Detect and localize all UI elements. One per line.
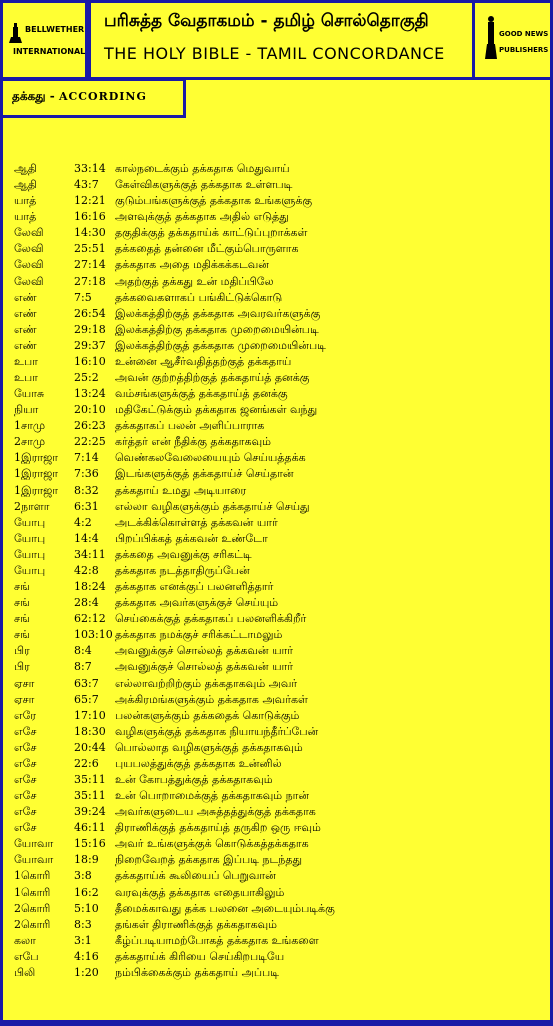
book-abbrev: சங்: [14, 628, 30, 642]
book-abbrev: எசே: [14, 805, 37, 819]
verse-text: திராணிக்குத் தக்கதாய்த் தருகிற ஒரு ஈவும்: [115, 821, 321, 835]
verse-text: தக்கதாக நமக்குச் சரிக்கட்டாமலும்: [115, 628, 283, 642]
verse-ref: 1:20: [74, 965, 99, 979]
verse-ref: 5:10: [74, 901, 99, 915]
concordance-entry: [14, 499, 534, 515]
verse-text: பொல்லாத வழிகளுக்குத் தக்கதாகவும்: [115, 740, 303, 754]
concordance-entry: [14, 161, 534, 177]
verse-text: கீழ்ப்படியாமற்போகத் தக்கதாக உங்களை: [115, 933, 319, 947]
book-abbrev: எசே: [14, 756, 37, 770]
verse-ref: 25:2: [74, 371, 99, 385]
concordance-entry: [14, 724, 534, 740]
verse-text: தக்கதாய்க் கிரியை செய்கிறபடியே: [115, 949, 285, 963]
verse-text: தக்கதாக அவர்களுக்குச் செய்யும்: [115, 596, 279, 610]
title-english: THE HOLY BIBLE - TAMIL CONCORDANCE: [104, 44, 445, 63]
book-abbrev: உபா: [14, 371, 38, 385]
book-abbrev: யோபு: [14, 547, 46, 561]
verse-text: கேள்விகளுக்குத் தக்கதாக உள்ளபடி: [115, 178, 293, 192]
concordance-entry: [14, 531, 534, 547]
verse-ref: 18:30: [74, 724, 106, 738]
verse-text: இலக்கத்திற்கு தக்கதாக முறைமையின்படி: [115, 322, 319, 336]
concordance-list: [14, 161, 534, 981]
verse-text: கால்நடைக்கும் தக்கதாக மெதுவாய்: [115, 162, 290, 175]
book-abbrev: யாத்: [14, 210, 37, 224]
book-abbrev: 2சாமு: [14, 435, 46, 449]
book-abbrev: ஆதி: [14, 162, 37, 175]
concordance-entry: [14, 692, 534, 708]
verse-ref: 35:11: [74, 772, 106, 786]
verse-text: அவனுக்குச் சொல்லத் தக்கவன் யார்: [115, 660, 294, 674]
concordance-entry: [14, 836, 534, 852]
concordance-entry: [14, 949, 534, 965]
concordance-entry: [14, 708, 534, 724]
concordance-entry: [14, 434, 534, 450]
book-abbrev: எண்: [14, 322, 37, 336]
concordance-entry: [14, 290, 534, 306]
book-abbrev: லேவி: [14, 274, 44, 288]
verse-ref: 33:14: [74, 162, 106, 175]
verse-text: தக்கதாக அதை மதிக்கக்கடவன்: [115, 258, 269, 272]
verse-text: அதற்குத் தக்கது உன் மதிப்பிலே: [115, 274, 274, 288]
book-abbrev: லேவி: [14, 242, 44, 256]
concordance-entry: [14, 820, 534, 836]
verse-ref: 42:8: [74, 563, 99, 577]
word-heading: [12, 89, 147, 105]
concordance-entry: [14, 515, 534, 531]
book-abbrev: எண்: [14, 306, 37, 320]
concordance-entry: [14, 209, 534, 225]
verse-text: தகுதிக்குத் தக்கதாய்க் காட்டுப்புறாக்கள்: [115, 226, 308, 240]
concordance-entry: [14, 772, 534, 788]
book-abbrev: லேவி: [14, 226, 44, 240]
verse-ref: 16:10: [74, 354, 106, 368]
book-abbrev: 2கொரி: [14, 901, 51, 915]
book-abbrev: உபா: [14, 354, 38, 368]
verse-ref: 8:7: [74, 660, 92, 674]
concordance-entry: [14, 370, 534, 386]
verse-ref: 8:3: [74, 917, 92, 931]
verse-ref: 25:51: [74, 242, 106, 256]
book-abbrev: 1கொரி: [14, 885, 51, 899]
verse-ref: 3:8: [74, 869, 92, 883]
verse-ref: 26:54: [74, 306, 106, 320]
concordance-entry: [14, 322, 534, 338]
verse-ref: 4:16: [74, 949, 99, 963]
verse-ref: 14:4: [74, 531, 99, 545]
book-abbrev: எண்: [14, 290, 37, 304]
verse-ref: 14:30: [74, 226, 106, 240]
verse-text: அக்கிரமங்களுக்கும் தக்கதாக அவர்கள்: [115, 692, 308, 706]
verse-text: உன் கோபத்துக்குத் தக்கதாகவும்: [115, 772, 273, 786]
publisher-logo-right: [472, 0, 553, 80]
verse-text: தக்கதை அவனுக்கு சரிகட்டி: [115, 547, 252, 561]
verse-text: வழிகளுக்குத் தக்கதாக நியாயந்தீர்ப்பேன்: [115, 724, 319, 738]
concordance-entry: [14, 740, 534, 756]
concordance-entry: [14, 643, 534, 659]
concordance-entry: [14, 885, 534, 901]
book-abbrev: 1இராஜா: [14, 483, 59, 497]
concordance-entry: [14, 338, 534, 354]
verse-ref: 6:31: [74, 499, 99, 513]
book-abbrev: யோவா: [14, 837, 54, 851]
verse-text: கர்த்தர் என் நீதிக்கு தக்கதாகவும்: [115, 435, 271, 449]
concordance-entry: [14, 386, 534, 402]
verse-text: இலக்கத்திற்குத் தக்கதாக முறைமையின்படி: [115, 338, 326, 352]
verse-ref: 7:36: [74, 467, 99, 481]
verse-ref: 46:11: [74, 821, 106, 835]
concordance-entry: [14, 274, 534, 290]
verse-text: தக்கதைத் தன்னை மீட்கும்பொருளாக: [115, 242, 299, 256]
concordance-entry: [14, 676, 534, 692]
book-abbrev: யோசு: [14, 387, 45, 401]
concordance-entry: [14, 901, 534, 917]
verse-text: பலன்களுக்கும் தக்கதைக் கொடுக்கும்: [115, 708, 300, 722]
verse-ref: 3:1: [74, 933, 92, 947]
concordance-entry: [14, 627, 534, 643]
verse-text: தக்கதாகப் பலன் அளிப்பாராக: [115, 419, 265, 433]
book-abbrev: லேவி: [14, 258, 44, 272]
book-abbrev: எபே: [14, 949, 39, 963]
verse-ref: 34:11: [74, 547, 106, 561]
verse-ref: 7:14: [74, 451, 99, 465]
verse-ref: 16:2: [74, 885, 99, 899]
verse-text: தக்கதாய் உமது அடியாரை: [115, 483, 247, 497]
book-abbrev: எசே: [14, 724, 37, 738]
verse-ref: 27:14: [74, 258, 106, 272]
book-abbrev: யோபு: [14, 531, 46, 545]
publisher-right-line2: PUBLISHERS: [499, 46, 549, 54]
word-tamil: தக்கது: [12, 89, 46, 103]
book-abbrev: சங்: [14, 612, 30, 626]
verse-ref: 16:16: [74, 210, 106, 224]
verse-text: மதிகேட்டுக்கும் தக்கதாக ஜனங்கள் வந்து: [115, 403, 318, 417]
verse-ref: 20:10: [74, 403, 106, 417]
verse-text: குடும்பங்களுக்குத் தக்கதாக உங்களுக்கு: [115, 194, 313, 208]
concordance-entry: [14, 466, 534, 482]
concordance-entry: [14, 579, 534, 595]
concordance-entry: [14, 225, 534, 241]
concordance-entry: [14, 852, 534, 868]
book-abbrev: நியா: [14, 403, 39, 417]
verse-text: அவனுக்குச் சொல்லத் தக்கவன் யார்: [115, 644, 294, 658]
verse-ref: 65:7: [74, 692, 99, 706]
book-abbrev: எண்: [14, 338, 37, 352]
verse-ref: 8:32: [74, 483, 99, 497]
verse-ref: 26:23: [74, 419, 106, 433]
book-abbrev: சங்: [14, 580, 30, 594]
verse-text: தக்கதாய்க் கூலியைப் பெறுவான்: [115, 869, 276, 883]
concordance-entry: [14, 402, 534, 418]
book-abbrev: 1இராஜா: [14, 451, 59, 465]
verse-ref: 62:12: [74, 612, 106, 626]
verse-text: அவர் உங்களுக்குக் கொடுக்கத்தக்கதாக: [115, 837, 309, 851]
verse-text: பிறப்பிக்கத் தக்கவன் உண்டோ: [115, 531, 268, 545]
good-news-logo-icon: [475, 3, 550, 77]
verse-ref: 22:6: [74, 756, 99, 770]
concordance-entry: [14, 868, 534, 884]
verse-ref: 20:44: [74, 740, 106, 754]
verse-ref: 17:10: [74, 708, 106, 722]
book-abbrev: எசே: [14, 821, 37, 835]
concordance-entry: [14, 563, 534, 579]
book-abbrev: 1கொரி: [14, 869, 51, 883]
concordance-entry: [14, 306, 534, 322]
verse-text: புயபலத்துக்குத் தக்கதாக உன்னில்: [115, 756, 282, 770]
book-abbrev: யோபு: [14, 563, 46, 577]
book-abbrev: ஏசா: [14, 692, 35, 706]
verse-text: இலக்கத்திற்குத் தக்கதாக அவரவர்களுக்கு: [115, 306, 321, 320]
verse-text: உன் பொறாமைக்குத் தக்கதாகவும் நான்: [115, 789, 310, 803]
verse-ref: 4:2: [74, 515, 92, 529]
verse-text: அவன் குற்றத்திற்குத் தக்கதாய்த் தனக்கு: [115, 371, 310, 385]
concordance-entry: [14, 257, 534, 273]
concordance-entry: [14, 418, 534, 434]
book-abbrev: எரே: [14, 708, 37, 722]
verse-text: செய்கைக்குத் தக்கதாகப் பலனளிக்கிறீர்: [115, 612, 307, 626]
concordance-entry: [14, 547, 534, 563]
verse-ref: 43:7: [74, 178, 99, 192]
book-abbrev: யோபு: [14, 515, 46, 529]
verse-text: வரவுக்குத் தக்கதாக எதையாகிலும்: [115, 885, 285, 899]
book-abbrev: யாத்: [14, 194, 37, 208]
verse-ref: 39:24: [74, 805, 106, 819]
verse-ref: 18:9: [74, 853, 99, 867]
publisher-right-line1: GOOD NEWS: [499, 30, 549, 38]
verse-text: நம்பிக்கைக்கும் தக்கதாய் அப்படி: [115, 965, 279, 979]
bellwether-logo-icon: [3, 3, 85, 77]
verse-ref: 22:25: [74, 435, 106, 449]
concordance-entry: [14, 177, 534, 193]
verse-text: தக்கவைகளாகப் பங்கிட்டுக்கொடு: [115, 290, 283, 304]
verse-ref: 13:24: [74, 387, 106, 401]
verse-ref: 18:24: [74, 580, 106, 594]
concordance-entry: [14, 933, 534, 949]
concordance-entry: [14, 241, 534, 257]
book-abbrev: ஏசா: [14, 676, 35, 690]
concordance-entry: [14, 659, 534, 675]
word-dash: -: [49, 89, 55, 103]
concordance-entry: [14, 450, 534, 466]
concordance-entry: [14, 611, 534, 627]
verse-text: உன்னை ஆசீர்வதித்தற்குத் தக்கதாய்: [115, 354, 292, 368]
verse-text: தக்கதாக எனக்குப் பலனளித்தார்: [115, 580, 274, 594]
book-abbrev: ஆதி: [14, 178, 37, 192]
verse-text: வம்சங்களுக்குத் தக்கதாய்த் தனக்கு: [115, 387, 288, 401]
verse-text: அளவுக்குத் தக்கதாக அதில் எடுத்து: [115, 210, 289, 224]
verse-text: தீமைக்காவது தக்க பலனை அடையும்படிக்கு: [115, 901, 335, 915]
verse-ref: 7:5: [74, 290, 92, 304]
verse-ref: 63:7: [74, 676, 99, 690]
verse-text: நிறைவேறத் தக்கதாக இப்படி நடந்தது: [115, 853, 303, 867]
verse-text: எல்லாவற்றிற்கும் தக்கதாகவும் அவர்: [115, 676, 298, 690]
verse-ref: 8:4: [74, 644, 92, 658]
concordance-entry: [14, 595, 534, 611]
publisher-left-line1: BELLWETHER: [25, 25, 85, 34]
book-abbrev: 2கொரி: [14, 917, 51, 931]
book-abbrev: யோவா: [14, 853, 54, 867]
verse-ref: 15:16: [74, 837, 106, 851]
verse-text: எல்லா வழிகளுக்கும் தக்கதாய்ச் செய்து: [115, 499, 310, 513]
book-abbrev: கலா: [14, 933, 36, 947]
concordance-entry: [14, 917, 534, 933]
verse-ref: 27:18: [74, 274, 106, 288]
book-abbrev: 1சாமு: [14, 419, 46, 433]
verse-ref: 29:18: [74, 322, 106, 336]
verse-text: இடங்களுக்குத் தக்கதாய்ச் செய்தான்: [115, 467, 294, 481]
book-abbrev: 1இராஜா: [14, 467, 59, 481]
verse-text: அடக்கிக்கொள்ளத் தக்கவன் யார்: [115, 515, 278, 529]
verse-ref: 103:10: [74, 628, 113, 642]
concordance-entry: [14, 788, 534, 804]
verse-ref: 35:11: [74, 789, 106, 803]
bottom-border: [0, 1020, 553, 1023]
publisher-logo-left: [0, 0, 88, 80]
book-abbrev: எசே: [14, 772, 37, 786]
verse-text: தங்கள் திராணிக்குத் தக்கதாகவும்: [115, 917, 278, 931]
book-abbrev: சங்: [14, 596, 30, 610]
verse-text: வெண்கலவேலையையும் செய்யத்தக்க: [115, 451, 306, 465]
publisher-left-line2: INTERNATIONAL: [13, 47, 86, 56]
book-abbrev: பிலி: [14, 965, 36, 979]
verse-ref: 12:21: [74, 194, 106, 208]
book-abbrev: 2நாளா: [14, 499, 50, 513]
concordance-entry: [14, 354, 534, 370]
concordance-entry: [14, 804, 534, 820]
verse-ref: 29:37: [74, 338, 106, 352]
concordance-entry: [14, 193, 534, 209]
concordance-entry: [14, 965, 534, 981]
concordance-entry: [14, 756, 534, 772]
verse-ref: 28:4: [74, 596, 99, 610]
book-abbrev: பிர: [14, 660, 30, 674]
verse-text: அவர்களுடைய அசுத்தத்துக்குத் தக்கதாக: [115, 805, 316, 819]
book-abbrev: பிர: [14, 644, 30, 658]
title-tamil: பரிசுத்த வேதாகமம் - தமிழ் சொல்தொகுதி: [104, 11, 429, 31]
verse-text: தக்கதாக நடத்தாதிருப்பேன்: [115, 563, 250, 577]
book-abbrev: எசே: [14, 789, 37, 803]
book-abbrev: எசே: [14, 740, 37, 754]
word-english: ACCORDING: [58, 90, 147, 103]
concordance-entry: [14, 483, 534, 499]
